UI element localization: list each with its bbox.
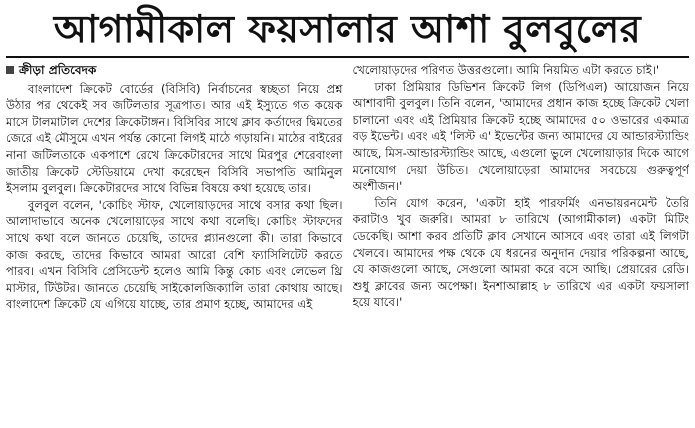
headline: আগামীকাল ফয়সালার আশা বুলবুলের xyxy=(6,4,689,58)
paragraph: খেলোয়াড়দের পরিণত উত্তরগুলো। আমি নিয়মিত এটা করতে চাই।' xyxy=(352,63,660,77)
byline-text: ক্রীড়া প্রতিবেদক xyxy=(19,63,97,77)
paragraph: ঢাকা প্রিমিয়ার ডিভিশন ক্রিকেট লিগ (ডিপিএল) আয়োজন নিয়ে আশাবাদী বুলবুল। তিনি বলেন, 'আমাদের প্রধান কাজ হচ্ছে ক্রিকেট খেলা চালানো এবং এই প্রিমিয়ার ক্রিকেট হচ্ছে আমাদের ৫০ ওভারের একমাত্র বড় ইভেন্ট। এবং এই 'লিস্ট এ' ইভেন্টের জন্য আমাদের যে আন্ডারস্ট্যান্ডিং আছে, মিস-আন্ডারস্ট্যান্ডিং আছে, এগুলো ভুলে খেলোয়াড়ার দিকে আগে মনোযোগ দেয়া উচিত। খেলোয়াড়েরা আমাদের সবচেয়ে গুরুত্বপূর্ণ অংশীজন।' xyxy=(352,79,689,194)
byline xyxy=(6,62,343,79)
paragraph: বুলবুল বলেন, 'কোচিং স্টাফ, খেলোয়াড়দের সাথে বসার কথা ছিল। আলাদাভাবে অনেক খেলোয়াড়ের সাথে কথা বলেছি। কোচিং স্টাফদের সাথে কথা বলে জানতে চেয়েছি, তাদের প্ল্যানগুলো কী। তারা কিভাবে কাজ করছে, তাদের কিভাবে আমরা আরো বেশি ফ্যাসিলিটেট করতে পারব। এখন বিসিবি প্রেসিডেন্ট হলেও আমি কিন্তু কোচ এবং লেভেল থ্রি মাস্টার, টিউটর। জানতে চেয়েছি সাইকোলজিক্যালি তারা কোথায় আছে। বাংলাদেশ ক্রিকেট যে এগিয়ে যাচ্ছে, তার প্রমাণ হচ্ছে, আমাদের এই xyxy=(6,197,343,312)
article-body xyxy=(6,62,689,313)
right-column xyxy=(353,62,690,313)
paragraph: বাংলাদেশ ক্রিকেট বোর্ডের (বিসিবি) নির্বাচনের স্বচ্ছতা নিয়ে প্রশ্ন উঠার পর থেকেই সব জটিলতার সূত্রপাত। আর এই ইস্যুতে গত কয়েক মাসে টালমাটাল দেশের ক্রিকেটাঙ্গন। বিসিবির সাথে ক্লাব কর্তাদের দ্বিমতের জেরে এই মৌসুমে এখন পর্যন্ত কোনো লিগই মাঠে গড়ায়নি। মাঠের বাইরের নানা জটিলতাকে একপাশে রেখে ক্রিকেটারদের সাথে মিরপুর শেরেবাংলা জাতীয় ক্রিকেট স্টেডিয়ামে দেখা করেছেন বিসিবি সভাপতি আমিনুল ইসলাম বুলবুল। ক্রিকেটারদের সাথে বিভিন্ন বিষয়ে কথা হয়েছে তার। xyxy=(6,81,343,196)
square-bullet-icon xyxy=(6,66,14,74)
left-column xyxy=(6,62,343,313)
paragraph: তিনি যোগ করেন, 'একটা হাই পারফর্মিং এনভায়রনমেন্ট তৈরি করাটাও খুব জরুরি। আমরা ৮ তারিখে (আগামীকাল) একটা মিটিং ডেকেছি। আশা করব প্রতিটি ক্লাব সেখানে আসবে এবং তারা এই লিগটা খেলবে। আমাদের পক্ষ থেকে যে ধরনের অনুদান দেয়ার পরিকল্পনা আছে, যে কাজগুলো আছে, সেগুলো আমরা করে বসে আছি। প্রেয়ারের রেডি। শুধু ক্লাবের জন্য অপেক্ষা। ইনশাআল্লাহ ৮ তারিখে এর একটা ফয়সালা হয়ে যাবে।' xyxy=(352,195,689,310)
